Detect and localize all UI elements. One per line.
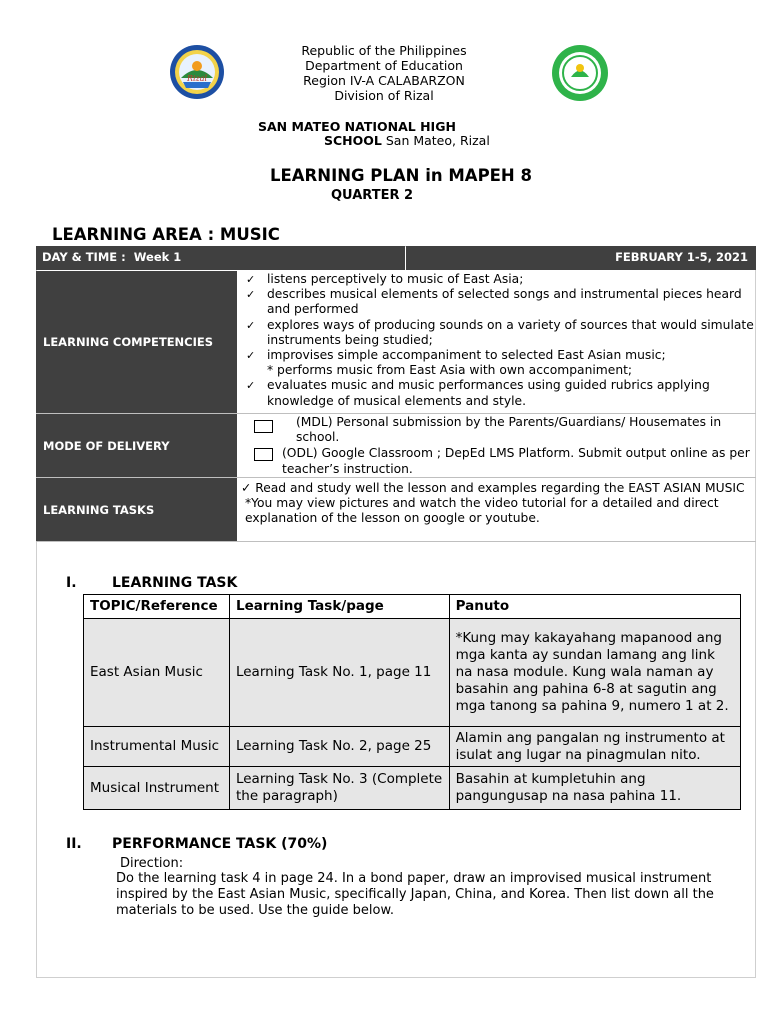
competency-text: improvises simple accompaniment to selected East Asian music; <box>267 348 666 363</box>
delivery-option-odl <box>238 446 756 476</box>
odl-checkbox[interactable] <box>254 448 273 461</box>
header-panuto: Panuto <box>449 595 740 619</box>
mdl-checkbox[interactable] <box>254 420 273 433</box>
direction-label: Direction: <box>120 856 184 871</box>
day-time-label: DAY & TIME : <box>42 250 126 264</box>
competency-text: describes musical elements of selected songs and instrumental pieces heard and performed <box>267 287 742 317</box>
competencies-label <box>36 271 237 413</box>
header-task: Learning Task/page <box>229 595 449 619</box>
school-name-word: SCHOOL <box>324 133 382 148</box>
competency-sub-item <box>238 363 756 378</box>
learning-tasks-content <box>238 481 756 527</box>
table-row <box>84 619 741 727</box>
week-label: Week 1 <box>133 250 182 264</box>
section-learning-task-heading <box>66 575 237 591</box>
task-cell: Learning Task No. 1, page 11 <box>229 619 449 727</box>
competency-text: listens perceptively to music of East Asia; <box>267 272 524 286</box>
competency-text: evaluates music and music performances using guided rubrics applying knowledge of musical elements and style. <box>267 378 710 408</box>
delivery-label-text: MODE OF DELIVERY <box>43 438 170 453</box>
topic-cell: Musical Instrument <box>84 767 230 810</box>
direction-text: Do the learning task 4 in page 24. In a bond paper, draw an improvised musical instrument inspired by the East Asian Music, specifically Japan, China, and Korea. Then list down all the materials to be used. Use the guide below. <box>116 871 714 918</box>
panuto-cell: *Kung may kakayahang mapanood ang mga kanta ay sundan lamang ang link na nasa module. Kung wala naman ay basahin ang pahina 6-8 at sagutin ang mga tanong sa pahina 9, numero 1 at 2. <box>449 619 740 727</box>
topic-cell: East Asian Music <box>84 619 230 727</box>
competencies-label-text: LEARNING COMPETENCIES <box>43 335 214 349</box>
table-header-row <box>84 595 741 619</box>
learning-tasks-label-text: LEARNING TASKS <box>43 502 155 517</box>
header-line-division: Division of Rizal <box>334 88 434 103</box>
header-line-region: Region IV-A CALABARZON <box>303 73 465 88</box>
panuto-cell: Basahin at kumpletuhin ang pangungusap na nasa pahina 11. <box>449 767 740 810</box>
page-title: LEARNING PLAN in MAPEH 8 <box>270 166 532 185</box>
school-address: San Mateo, Rizal <box>385 133 490 148</box>
section-number: I. <box>66 575 77 591</box>
school-name: SAN MATEO NATIONAL HIGH <box>258 119 456 134</box>
check-icon: ✓ <box>246 349 256 363</box>
header-line-department: Department of Education <box>305 58 463 73</box>
row-divider <box>36 541 756 542</box>
competencies-list <box>238 272 756 409</box>
check-icon: ✓ <box>246 379 256 393</box>
task-cell: Learning Task No. 3 (Complete the paragraph) <box>229 767 449 810</box>
panuto-cell: Alamin ang pangalan ng instrumento at isulat ang lugar na pinagmulan nito. <box>449 727 740 767</box>
delivery-mdl-text: (MDL) Personal submission by the Parents/Guardians/ Housemates in school. <box>296 415 722 445</box>
learning-tasks-label <box>36 478 237 541</box>
check-icon: ✓ <box>246 318 256 332</box>
check-icon: ✓ <box>246 288 256 302</box>
section-number: II. <box>66 836 82 852</box>
learning-area-heading: LEARNING AREA : MUSIC <box>52 225 280 244</box>
topic-cell: Instrumental Music <box>84 727 230 767</box>
competency-item <box>238 318 756 348</box>
task-cell: Learning Task No. 2, page 25 <box>229 727 449 767</box>
header-topic: TOPIC/Reference <box>84 595 230 619</box>
table-row <box>84 727 741 767</box>
date-cell: FEBRUARY 1-5, 2021 <box>406 246 756 270</box>
delivery-option-mdl <box>238 415 756 445</box>
competency-item <box>238 348 756 363</box>
section-title: PERFORMANCE TASK (70%) <box>112 836 328 852</box>
competency-item <box>238 287 756 317</box>
task-instruction: ✓ Read and study well the lesson and examples regarding the EAST ASIAN MUSIC <box>241 481 745 495</box>
svg-text:Rizal: Rizal <box>186 74 208 83</box>
section-title: LEARNING TASK <box>112 575 238 591</box>
competency-sub-text: * performs music from East Asia with own accompaniment; <box>267 363 633 378</box>
competency-text: explores ways of producing sounds on a variety of sources that would simulate instruments being studied; <box>267 317 754 347</box>
check-icon: ✓ <box>246 273 256 286</box>
school-name-continued <box>324 133 490 148</box>
day-time-cell <box>36 246 405 270</box>
table-row <box>84 767 741 810</box>
delivery-options <box>238 415 756 477</box>
competency-item <box>238 272 756 287</box>
section-performance-task-heading <box>66 836 327 852</box>
learning-task-table <box>83 594 741 810</box>
delivery-odl-text: (ODL) Google Classroom ; DepEd LMS Platform. Submit output online as per teacher’s instruction. <box>282 446 750 476</box>
quarter-label: QUARTER 2 <box>331 188 414 203</box>
day-time-row <box>36 246 756 270</box>
task-note: *You may view pictures and watch the video tutorial for a detailed and direct explanation of the lesson on google or youtube. <box>245 496 719 526</box>
competency-item <box>238 378 756 408</box>
header-line-republic: Republic of the Philippines <box>301 43 467 58</box>
delivery-label <box>36 414 237 477</box>
